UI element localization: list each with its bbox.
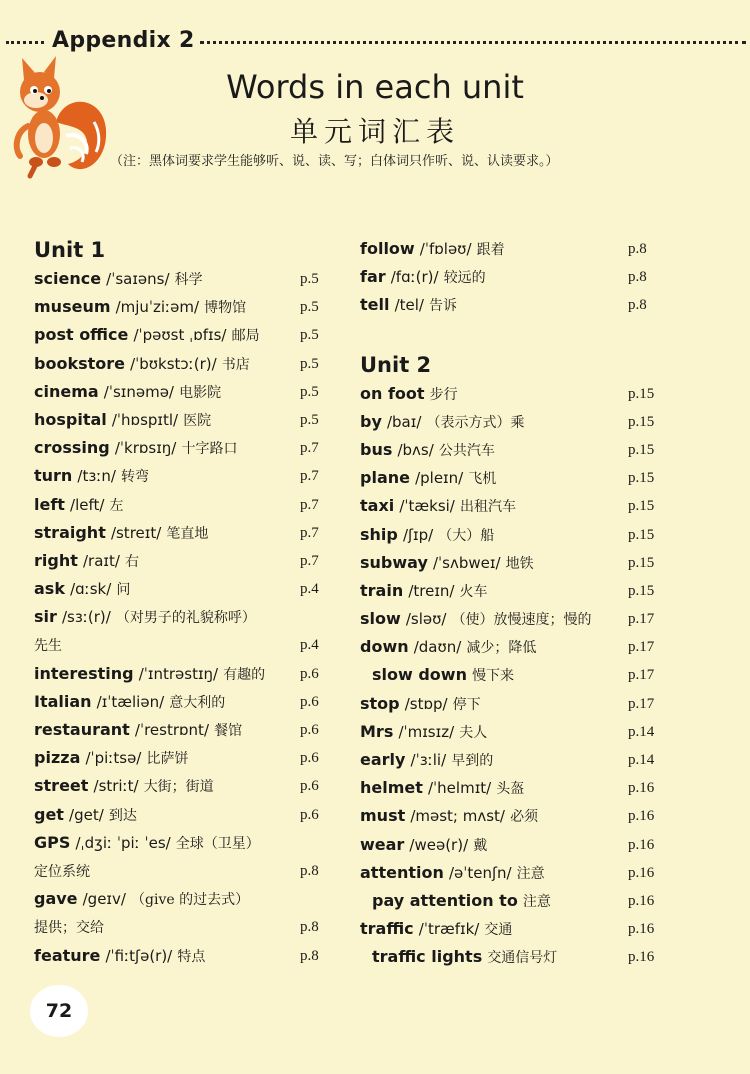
vocab-phonetic: /sɜː(r)/ — [62, 608, 111, 627]
vocab-page-ref: p.17 — [628, 667, 655, 684]
vocab-word: hospital — [34, 409, 107, 429]
vocab-word: tell — [360, 295, 390, 315]
vocab-word: must — [360, 806, 406, 826]
vocab-entry — [360, 802, 660, 830]
vocab-word: turn — [34, 466, 73, 486]
vocab-entry — [34, 321, 334, 349]
vocab-word: far — [360, 267, 386, 287]
vocab-entry — [360, 436, 660, 464]
vocab-word: science — [34, 269, 102, 288]
vocab-meaning: 注意 — [522, 893, 551, 910]
vocab-word: attention — [360, 862, 444, 882]
vocab-entry — [34, 885, 334, 913]
vocab-word: Italian — [34, 691, 92, 711]
vocab-word: bookstore — [34, 353, 125, 373]
vocab-page-ref: p.6 — [300, 693, 319, 710]
vocab-page-ref: p.16 — [628, 921, 655, 938]
vocab-entry — [34, 688, 334, 716]
vocab-word: Mrs — [360, 721, 394, 741]
vocab-meaning: 科学 — [174, 272, 203, 288]
dotted-rule-right — [200, 41, 746, 44]
vocab-phonetic: /ˈmɪsɪz/ — [398, 722, 455, 741]
vocab-word: wear — [360, 834, 405, 854]
vocab-meaning: 医院 — [183, 412, 212, 429]
vocab-phonetic: /bʌs/ — [397, 440, 434, 459]
page-number: 72 — [30, 985, 88, 1037]
vocab-word: straight — [34, 522, 106, 542]
vocab-page-ref: p.8 — [300, 947, 319, 964]
vocab-entry — [34, 631, 334, 659]
vocab-word: street — [34, 776, 89, 796]
vocab-meaning: 告诉 — [429, 298, 458, 315]
vocab-phonetic: /əˈtenʃn/ — [448, 863, 512, 882]
vocab-page-ref: p.8 — [300, 919, 319, 936]
vocab-phonetic: /ˈtræfɪk/ — [418, 920, 480, 939]
vocab-page-ref: p.14 — [628, 752, 655, 768]
vocab-meaning: 邮局 — [231, 328, 260, 345]
vocab-meaning: 餐馆 — [214, 723, 243, 739]
vocab-phonetic: /get/ — [69, 805, 104, 824]
vocab-page-ref: p.8 — [300, 862, 319, 879]
vocab-entry — [360, 915, 660, 943]
vocab-page-ref: p.5 — [300, 383, 319, 400]
vocab-word: interesting — [34, 663, 134, 683]
vocab-entry — [360, 464, 660, 492]
word-list-unit-1 — [34, 265, 334, 970]
vocab-phonetic: /tel/ — [394, 296, 424, 315]
vocab-phonetic: /ˈfɒləʊ/ — [419, 240, 472, 258]
vocab-phonetic: /ˈtæksi/ — [399, 497, 455, 516]
vocab-entry — [34, 660, 334, 688]
vocab-entry — [360, 263, 660, 291]
vocab-word: restaurant — [34, 720, 130, 739]
vocab-phonetic: /geɪv/ — [82, 890, 126, 909]
unit-heading: Unit 1 — [34, 238, 106, 262]
vocab-entry — [360, 887, 660, 915]
vocab-phonetic: /ˈrestrɒnt/ — [134, 721, 209, 739]
vocab-entry — [34, 942, 334, 970]
vocab-meaning: 公共汽车 — [438, 442, 495, 459]
vocab-page-ref: p.7 — [300, 468, 319, 485]
vocab-word: traffic — [360, 919, 414, 939]
vocab-meaning: 全球（卫星） — [175, 835, 260, 852]
vocab-page-ref: p.8 — [628, 297, 647, 314]
vocab-meaning: 意大利的 — [169, 694, 226, 711]
vocab-word: bus — [360, 439, 393, 459]
vocab-page-ref: p.6 — [300, 778, 319, 795]
vocab-word: feature — [34, 945, 101, 965]
vocab-entry — [34, 350, 334, 378]
vocab-phonetic: /ˈsɪnəmə/ — [103, 382, 174, 401]
vocab-entry — [360, 605, 660, 633]
vocab-entry — [360, 633, 660, 661]
vocab-phonetic: /ɪˈtæliən/ — [96, 692, 165, 711]
vocab-phonetic: /treɪn/ — [408, 581, 455, 600]
vocab-word: subway — [360, 552, 428, 572]
vocab-phonetic: /ʃɪp/ — [402, 525, 434, 544]
vocab-phonetic: /məst; mʌst/ — [410, 807, 505, 826]
vocab-phonetic: /pleɪn/ — [415, 469, 464, 488]
vocab-meaning: 慢下来 — [472, 668, 515, 685]
vocab-page-ref: p.6 — [300, 722, 319, 738]
vocab-meaning: 到达 — [108, 807, 137, 824]
vocab-page-ref: p.16 — [628, 949, 655, 966]
vocab-entry — [34, 913, 334, 941]
appendix-header — [0, 28, 750, 58]
vocab-phonetic: /ɑːsk/ — [70, 580, 112, 599]
vocab-meaning: 交通信号灯 — [487, 950, 558, 967]
vocab-meaning: （使）放慢速度；慢的 — [451, 612, 592, 629]
vocab-meaning: 较远的 — [443, 270, 486, 287]
vocab-meaning: 定位系统 — [34, 863, 90, 880]
vocab-page-ref: p.16 — [628, 892, 655, 909]
vocab-word: get — [34, 804, 64, 824]
vocab-phonetic: /raɪt/ — [82, 551, 120, 570]
vocab-entry — [34, 801, 334, 829]
vocab-word: slow down — [372, 665, 467, 685]
vocab-phonetic: /ˈpiːtsə/ — [85, 749, 142, 768]
vocab-word: GPS — [34, 832, 71, 852]
vocab-meaning: 火车 — [459, 583, 488, 600]
vocab-entry — [360, 718, 660, 746]
vocab-word: helmet — [360, 778, 423, 798]
vocab-word: on foot — [360, 383, 425, 403]
vocab-meaning: 大街；街道 — [143, 779, 214, 796]
vocab-word: right — [34, 550, 78, 570]
vocab-page-ref: p.5 — [300, 327, 319, 344]
vocab-entry — [34, 406, 334, 434]
vocab-page-ref: p.4 — [300, 581, 319, 598]
vocab-page-ref: p.8 — [628, 269, 647, 286]
vocab-word: gave — [34, 889, 78, 909]
vocab-entry — [34, 829, 334, 857]
vocab-meaning: 转弯 — [121, 469, 150, 486]
vocab-phonetic: /ˈhɒspɪtl/ — [111, 410, 179, 429]
vocab-page-ref: p.15 — [628, 413, 655, 430]
vocab-phonetic: /ˈbʊkstɔː(r)/ — [130, 354, 217, 373]
vocab-entry — [360, 380, 660, 408]
vocab-word: early — [360, 750, 406, 769]
vocab-entry — [34, 547, 334, 575]
vocab-meaning: 电影院 — [179, 384, 222, 401]
vocab-page-ref: p.5 — [300, 271, 319, 287]
vocab-meaning: （大）船 — [438, 527, 495, 544]
vocab-entry — [360, 661, 660, 689]
vocab-page-ref: p.6 — [300, 665, 319, 682]
vocab-phonetic: /ˌdʒiː ˈpiː ˈes/ — [75, 833, 171, 852]
vocab-page-ref: p.15 — [628, 582, 655, 599]
vocab-entry — [360, 577, 660, 605]
vocab-entry — [360, 943, 660, 971]
vocab-page-ref: p.5 — [300, 411, 319, 428]
vocab-word: slow — [360, 609, 401, 629]
vocab-meaning: 特点 — [177, 948, 206, 965]
vocab-meaning: 夫人 — [459, 724, 488, 741]
vocab-meaning: 停下 — [452, 696, 481, 713]
vocab-page-ref: p.16 — [628, 808, 655, 825]
vocab-entry — [360, 235, 660, 263]
vocab-word: stop — [360, 693, 400, 713]
vocab-word: left — [34, 494, 65, 514]
vocab-entry — [34, 293, 334, 321]
vocab-phonetic: /fɑː(r)/ — [390, 268, 439, 287]
vocab-entry — [360, 690, 660, 718]
vocab-meaning: 飞机 — [468, 471, 497, 488]
vocab-phonetic: /striːt/ — [93, 777, 139, 796]
vocab-phonetic: /ˈpəʊst ˌɒfɪs/ — [133, 326, 227, 345]
word-list-unit-2 — [360, 380, 660, 972]
appendix-label: Appendix 2 — [52, 28, 195, 53]
vocab-page-ref: p.17 — [628, 695, 655, 712]
vocab-entry — [360, 408, 660, 436]
vocab-entry — [34, 603, 334, 631]
vocab-phonetic: /ˈsaɪəns/ — [106, 270, 170, 288]
vocab-entry — [34, 491, 334, 519]
right-column — [360, 235, 660, 972]
vocab-page-ref: p.7 — [300, 440, 319, 457]
vocab-word: ship — [360, 524, 398, 544]
vocab-phonetic: /daʊn/ — [413, 638, 462, 657]
vocab-page-ref: p.16 — [628, 780, 655, 797]
vocab-phonetic: /stɒp/ — [404, 694, 448, 713]
vocab-meaning: （give 的过去式） — [131, 892, 250, 909]
vocab-meaning: （表示方式）乘 — [426, 414, 525, 431]
vocab-phonetic: /ˈfiːtʃə(r)/ — [105, 946, 173, 965]
vocab-entry — [360, 746, 660, 774]
vocab-page-ref: p.15 — [628, 554, 655, 571]
vocab-entry — [360, 291, 660, 319]
vocab-word: pizza — [34, 748, 81, 768]
unit-heading: Unit 2 — [360, 352, 432, 377]
page-title-zh: 单元词汇表 — [289, 115, 460, 148]
vocab-page-ref: p.14 — [628, 723, 655, 740]
vocab-entry — [34, 575, 334, 603]
vocab-entry — [34, 519, 334, 547]
vocab-page-ref: p.15 — [628, 441, 655, 458]
vocab-page-ref: p.15 — [628, 526, 655, 543]
vocab-meaning: 早到的 — [451, 753, 494, 769]
vocab-phonetic: /ˈsʌbweɪ/ — [432, 553, 501, 572]
vocab-meaning: 右 — [124, 553, 139, 570]
vocab-page-ref: p.17 — [628, 611, 655, 628]
vocab-phonetic: /ˈɜːli/ — [410, 751, 447, 769]
vocab-entry — [34, 857, 334, 885]
vocab-entry — [34, 462, 334, 490]
word-list-unit-1-continued — [360, 235, 660, 320]
vocab-entry — [34, 716, 334, 744]
vocab-word: pay attention to — [372, 890, 518, 910]
vocab-meaning: 左 — [109, 497, 124, 514]
vocab-word: sir — [34, 607, 57, 627]
vocab-phonetic: /streɪt/ — [110, 523, 162, 542]
vocab-meaning: 步行 — [429, 386, 458, 403]
vocab-meaning: 减少；降低 — [466, 640, 537, 657]
vocab-page-ref: p.7 — [300, 524, 319, 541]
vocab-meaning: 交通 — [484, 922, 513, 939]
vocab-word: follow — [360, 239, 415, 258]
vocab-entry — [34, 772, 334, 800]
vocab-meaning: 地铁 — [505, 555, 534, 572]
usage-note: （注：黑体词要求学生能够听、说、读、写；白体词只作听、说、认读要求。） — [110, 154, 559, 169]
vocab-entry — [360, 549, 660, 577]
vocab-word: crossing — [34, 438, 110, 458]
vocab-word: train — [360, 580, 404, 600]
page-title-en: Words in each unit — [226, 68, 524, 106]
left-column — [34, 235, 334, 970]
vocab-page-ref: p.5 — [300, 299, 319, 316]
vocab-phonetic: /mjuˈziːəm/ — [115, 298, 200, 317]
vocab-phonetic: /ˈhelmɪt/ — [428, 779, 492, 798]
vocab-word: cinema — [34, 381, 99, 401]
vocab-meaning: 书店 — [221, 356, 250, 373]
vocab-phonetic: /baɪ/ — [386, 412, 422, 431]
vocab-meaning: 出租汽车 — [459, 499, 516, 516]
vocab-phonetic: /left/ — [70, 495, 105, 514]
vocab-meaning: （对男子的礼貌称呼） — [115, 610, 256, 627]
vocab-page-ref: p.8 — [628, 241, 647, 257]
vocab-entry — [34, 434, 334, 462]
vocab-phonetic: /weə(r)/ — [409, 835, 469, 854]
vocab-word: post office — [34, 325, 129, 345]
vocab-meaning: 十字路口 — [181, 441, 238, 458]
vocab-page-ref: p.7 — [300, 552, 319, 569]
vocab-meaning: 比萨饼 — [146, 751, 189, 768]
vocab-entry — [360, 859, 660, 887]
vocab-meaning: 博物馆 — [204, 300, 247, 317]
vocab-entry — [34, 378, 334, 406]
vocab-meaning: 跟着 — [476, 242, 505, 258]
vocab-entry — [360, 492, 660, 520]
vocab-page-ref: p.7 — [300, 496, 319, 513]
vocab-page-ref: p.17 — [628, 639, 655, 656]
vocab-meaning: 问 — [116, 582, 131, 599]
vocab-meaning: 先生 — [34, 638, 62, 655]
vocab-entry — [360, 831, 660, 859]
vocab-word: taxi — [360, 496, 395, 516]
vocab-page-ref: p.15 — [628, 385, 655, 402]
vocab-meaning: 有趣的 — [223, 666, 266, 683]
vocab-meaning: 必须 — [510, 809, 539, 826]
vocab-page-ref: p.16 — [628, 864, 655, 881]
vocab-meaning: 笔直地 — [166, 525, 209, 542]
vocab-page-ref: p.15 — [628, 470, 655, 487]
vocab-word: down — [360, 637, 409, 657]
vocab-word: by — [360, 411, 382, 431]
vocab-word: museum — [34, 297, 111, 317]
vocab-phonetic: /ˈɪntrəstɪŋ/ — [138, 664, 219, 683]
vocab-meaning: 注意 — [516, 865, 545, 882]
vocab-page-ref: p.6 — [300, 806, 319, 823]
vocab-meaning: 提供；交给 — [34, 920, 104, 937]
vocab-word: ask — [34, 579, 65, 599]
vocab-word: plane — [360, 468, 410, 488]
vocab-meaning: 戴 — [473, 837, 488, 854]
vocab-entry — [360, 521, 660, 549]
vocab-entry — [360, 774, 660, 802]
vocab-page-ref: p.6 — [300, 750, 319, 767]
vocab-phonetic: /sləʊ/ — [405, 610, 447, 629]
vocab-page-ref: p.15 — [628, 498, 655, 515]
vocab-meaning: 头盔 — [496, 781, 525, 798]
vocab-page-ref: p.5 — [300, 355, 319, 372]
vocab-entry — [34, 744, 334, 772]
vocab-page-ref: p.4 — [300, 637, 319, 654]
vocab-phonetic: /tɜːn/ — [77, 467, 116, 486]
vocab-word: traffic lights — [372, 947, 483, 967]
vocab-entry — [34, 265, 334, 293]
vocab-phonetic: /ˈkrɒsɪŋ/ — [114, 439, 177, 458]
dotted-rule-left — [6, 41, 44, 44]
vocab-page-ref: p.16 — [628, 836, 655, 853]
